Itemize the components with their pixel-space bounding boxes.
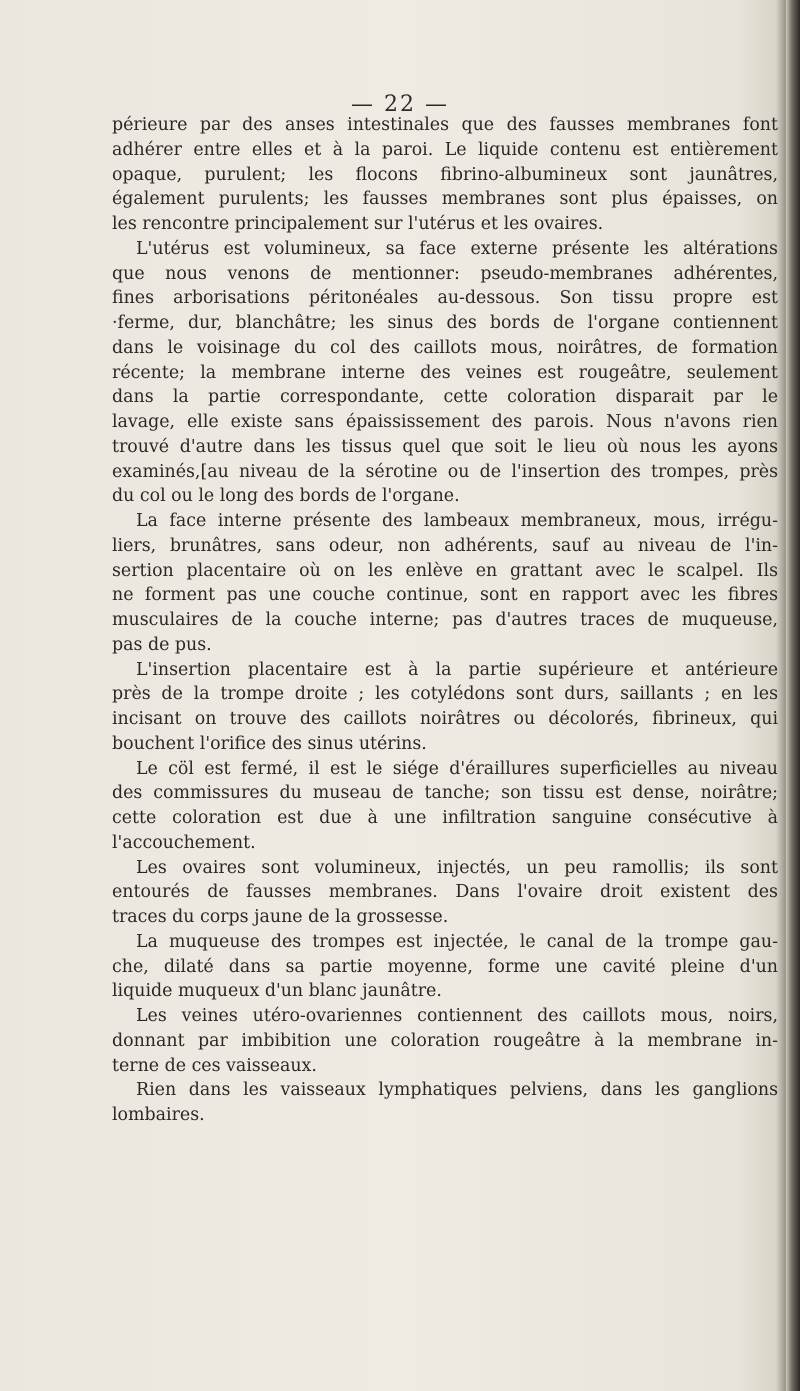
text-line: cette coloration est due à une infiltration sanguine consécutive à [112,808,778,828]
text-line: bouchent l'orifice des sinus utérins. [112,733,427,754]
text-line: examinés,[au niveau de la sérotine ou de l'insertion des trompes, près [112,461,778,482]
text-line: l'accouchement. [112,832,256,853]
text-line: pas de pus. [112,634,212,655]
text-line: traces du corps jaune de la grossesse. [112,907,449,927]
text-line: L'utérus est volumineux, sa face externe présente les altérations [136,238,778,259]
text-line: que nous venons de mentionner: pseudo-membranes adhérentes, [112,263,778,284]
text-line: sertion placentaire où on les enlève en grattant avec le scalpel. Ils [112,560,778,581]
text-line: des commissures du museau de tanche; son tissu est dense, noirâtre; [112,783,778,804]
body-text [112,113,778,1128]
text-line: Les veines utéro-ovariennes contiennent des caillots mous, noirs, [136,1006,778,1026]
text-line: musculaires de la couche interne; pas d'autres traces de muqueuse, [112,610,778,630]
text-line: trouvé d'autre dans les tissus quel que soit le lieu où nous les ayons [112,436,778,457]
text-line: dans le voisinage du col des caillots mous, noirâtres, de formation [112,337,778,358]
text-line: incisant on trouve des caillots noirâtres ou décolorés, fibrineux, qui [112,709,778,729]
text-line: Rien dans les vaisseaux lymphatiques pelviens, dans les ganglions [136,1080,778,1101]
text-line: donnant par imbibition une coloration rougeâtre à la membrane in- [112,1030,778,1051]
text-line: Le cöl est fermé, il est le siége d'éraillures superficielles au niveau [136,758,778,779]
page-number: — 22 — [351,92,449,117]
text-line: ·ferme, dur, blanchâtre; les sinus des bords de l'organe contiennent [112,313,778,333]
text-line: ne forment pas une couche continue, sont en rapport avec les fibres [112,585,778,606]
text-line: terne de ces vaisseaux. [112,1055,317,1076]
text-line: L'insertion placentaire est à la partie supérieure et antérieure [136,659,778,680]
text-line: Les ovaires sont volumineux, injectés, un peu ramollis; ils sont [136,857,778,878]
text-line: lavage, elle existe sans épaississement des parois. Nous n'avons rien [112,412,778,432]
text-line: fines arborisations péritonéales au-dessous. Son tissu propre est [112,288,778,309]
text-line: La muqueuse des trompes est injectée, le canal de la trompe gau- [136,931,778,952]
text-line: du col ou le long des bords de l'organe. [112,486,460,507]
text-line: également purulents; les fausses membranes sont plus épaisses, on [112,189,778,210]
text-line: che, dilaté dans sa partie moyenne, forme une cavité pleine d'un [112,956,778,977]
text-line: adhérer entre elles et à la paroi. Le liquide contenu est entièrement [112,139,778,160]
text-line: dans la partie correspondante, cette coloration disparait par le [112,387,778,408]
text-line: périeure par des anses intestinales que des fausses membranes font [112,115,778,135]
text-line: entourés de fausses membranes. Dans l'ovaire droit existent des [112,882,778,903]
text-line: La face interne présente des lambeaux membraneux, mous, irrégu- [136,511,778,531]
text-line: liers, brunâtres, sans odeur, non adhérents, sauf au niveau de l'in- [112,535,778,556]
page-edge-shadow [786,0,800,1391]
text-line: récente; la membrane interne des veines est rougeâtre, seulement [112,362,778,383]
text-line: liquide muqueux d'un blanc jaunâtre. [112,981,442,1002]
text-line: opaque, purulent; les flocons fibrino-albumineux sont jaunâtres, [112,164,778,185]
text-line: près de la trompe droite ; les cotylédons sont durs, saillants ; en les [112,684,778,705]
text-line: les rencontre principalement sur l'utérus et les ovaires. [112,214,604,234]
text-line: lombaires. [112,1105,205,1125]
